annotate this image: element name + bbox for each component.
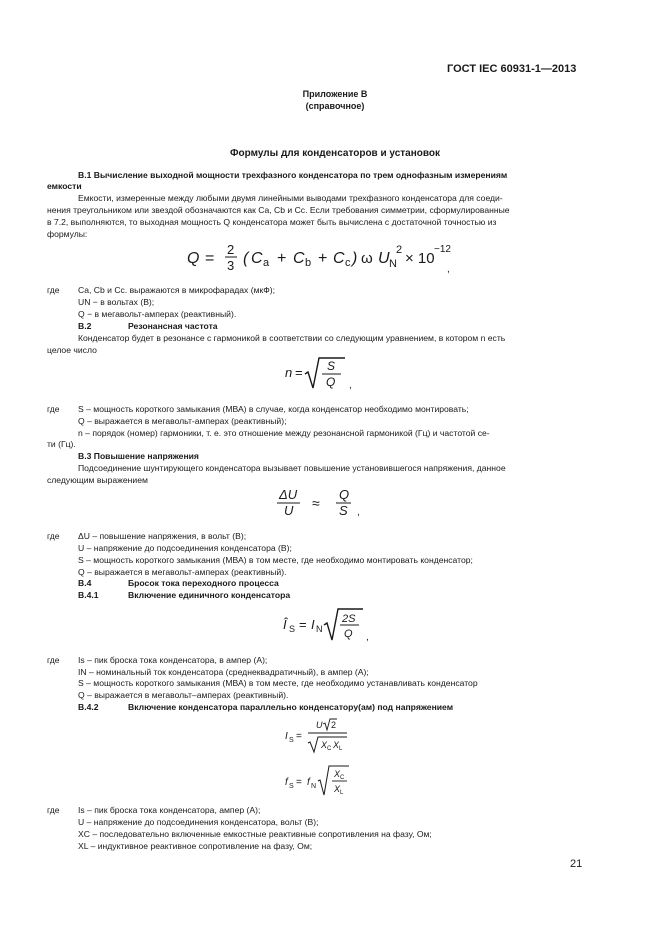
formula-symbol: S — [327, 359, 336, 373]
sqrt-sign — [305, 358, 345, 388]
formula-symbol: ≈ — [312, 495, 320, 511]
b42-number: В.4.2 — [78, 702, 99, 712]
b2-title: Резонансная частота — [128, 321, 218, 331]
b2-paragraph-line: целое число — [47, 345, 97, 355]
b1-definition: Сa, Сb и Сc. выражаются в микрофарадах (мкФ); — [78, 285, 276, 295]
formula-symbol: L — [340, 790, 344, 796]
formula-symbol: = — [299, 617, 307, 632]
b4-definition: IN – номинальный ток конденсатора (среднеквадратичный), в ампер (А); — [78, 667, 369, 677]
formula-symbol: X — [321, 740, 328, 750]
formula-symbol: , — [349, 380, 352, 391]
formula-symbol: Q — [326, 375, 336, 389]
formula-symbol: 2S — [342, 613, 356, 625]
formula-symbol: b — [305, 257, 312, 269]
formula-symbol: L — [339, 746, 343, 752]
b42-definition: XC – последовательно включенные емкостные реактивные сопротивления на фазу, Ом; — [78, 829, 432, 839]
formula-symbol: N — [316, 624, 323, 634]
b4-title: Бросок тока переходного процесса — [128, 578, 279, 588]
b3-paragraph-line: следующим выражением — [47, 475, 148, 485]
b3-heading: В.3 Повышение напряжения — [78, 451, 199, 461]
formula-symbol: S — [289, 783, 294, 790]
b1-paragraph-line: нения треугольником или звездой обозначаются как Сa, Сb и Сc. Если требования симметрии, сформулированные — [47, 205, 510, 215]
b3-paragraph-line: Подсоединение шунтирующего конденсатора вызывает повышение установившегося напряжения, данное — [78, 463, 506, 473]
formula-symbol: U — [284, 503, 294, 518]
standard-header: ГОСТ IEC 60931-1—2013 — [447, 63, 577, 75]
b4-definition: Q – выражается в мегавольт–амперах (реактивный). — [78, 690, 289, 700]
formula-symbol: n — [285, 365, 293, 380]
formula-symbol: , — [447, 264, 450, 275]
where-label: где — [47, 655, 60, 665]
formula-symbol: X — [334, 769, 341, 779]
b1-paragraph-line: в 7.2, выполняются, то выходная мощность Q конденсатора может быть вычислена с достаточной точностью из — [47, 217, 497, 227]
appendix-title: Приложение В — [302, 89, 368, 99]
b4-number: В.4 — [78, 578, 92, 588]
formula-symbol: C — [327, 746, 332, 752]
formula-symbol: 2 — [396, 244, 403, 256]
formula-symbol: + — [318, 250, 328, 267]
b42-title: Включение конденсатора параллельно конденсатору(ам) под напряжением — [128, 702, 454, 712]
formula-inrush-single — [281, 605, 381, 645]
formula-symbol: S — [289, 624, 296, 634]
b2-definition: S – мощность короткого замыкания (МВА) в случае, когда конденсатор необходимо монтировать; — [78, 404, 469, 414]
formula-resonance — [283, 355, 363, 395]
formula-symbol: = — [296, 731, 302, 742]
formula-symbol: × 10 — [405, 250, 435, 267]
b1-definition: Q − в мегавольт-амперах (реактивный). — [78, 309, 237, 319]
formula-symbol: a — [263, 257, 270, 269]
b3-definition: Q – выражается в мегавольт-амперах (реактивный). — [78, 567, 287, 577]
appendix-subtitle: (справочное) — [305, 101, 365, 111]
b42-definition: XL – индуктивное реактивное сопротивление на фазу, Ом; — [78, 841, 313, 851]
formula-symbol: 3 — [227, 258, 235, 273]
formula-symbol: X — [334, 784, 341, 794]
b2-definition: n – порядок (номер) гармоники, т. е. это отношение между резонансной гармоникой (Гц) и частотой се- — [78, 428, 490, 438]
formula-symbol: C — [333, 250, 345, 267]
formula-voltage-rise — [277, 484, 367, 524]
svg-text:(: ( — [243, 250, 249, 267]
formula-symbol: N — [311, 783, 317, 790]
formula-symbol: S — [339, 503, 348, 518]
b42-definition: Is – пик броска тока конденсатора, ампер (А); — [78, 805, 261, 815]
main-title: Формулы для конденсаторов и установок — [229, 148, 441, 159]
b1-definition: UN − в вольтах (В); — [78, 297, 155, 307]
formula-symbol: I — [311, 617, 315, 632]
formula-symbol: = — [205, 250, 215, 267]
formula-symbol: f — [285, 777, 288, 788]
b42-definition: U – напряжение до подсоединения конденсатора, вольт (В); — [78, 817, 319, 827]
formula-symbol: Q — [339, 487, 350, 502]
b2-definition: ти (Гц). — [47, 439, 76, 449]
where-label: где — [47, 805, 60, 815]
b3-definition: U – напряжение до подсоединения конденсатора (В); — [78, 543, 292, 553]
b1-paragraph-line: формулы: — [47, 229, 88, 239]
b3-definition: ΔU – повышение напряжения, в вольт (В); — [78, 531, 247, 541]
formula-symbol: U — [316, 720, 323, 730]
formula-symbol: f — [307, 777, 310, 788]
formula-inrush-frequency — [283, 763, 363, 803]
formula-symbol: + — [277, 250, 287, 267]
svg-text:): ) — [352, 250, 358, 267]
formula-symbol: 2 — [331, 720, 337, 730]
where-label: где — [47, 531, 60, 541]
formula-symbol: U — [378, 250, 390, 267]
where-label: где — [47, 285, 60, 295]
formula-symbol: = — [295, 365, 303, 380]
b2-definition: Q – выражается в мегавольт-амперах (реактивный); — [78, 416, 287, 426]
formula-symbol: 2 — [227, 242, 235, 257]
b4-definition: Is – пик броска тока конденсатора, в ампер (А); — [78, 655, 268, 665]
b2-paragraph-line: Конденсатор будет в резонансе с гармоникой в соответствии со следующим уравнением, в котором n есть — [78, 333, 506, 343]
b2-number: В.2 — [78, 321, 92, 331]
formula-symbol: C — [251, 250, 263, 267]
formula-symbol: ω — [361, 250, 373, 267]
formula-symbol: I — [285, 731, 288, 742]
formula-symbol: , — [366, 632, 369, 643]
page-number: 21 — [570, 858, 583, 870]
formula-symbol: N — [389, 258, 397, 270]
formula-symbol: Î — [283, 617, 287, 632]
formula-symbol: C — [293, 250, 305, 267]
formula-symbol: ΔU — [279, 487, 298, 502]
formula-symbol: , — [357, 507, 360, 518]
b41-number: В.4.1 — [78, 590, 99, 600]
b1-paragraph-line: Емкости, измеренные между любыми двумя линейными выводами трехфазного конденсатора для соеди- — [78, 193, 503, 203]
b3-definition: S – мощность короткого замыкания (МВА) в том месте, где необходимо монтировать конденсатор; — [78, 555, 473, 565]
formula-output-power — [185, 238, 455, 278]
formula-inrush-parallel — [283, 717, 363, 757]
b4-definition: S – мощность короткого замыкания (МВА) в том месте, где необходимо устанавливать конденсатор — [78, 678, 478, 688]
b1-heading: В.1 Вычисление выходной мощности трехфазного конденсатора по трем однофазным измерениям — [78, 170, 508, 180]
formula-symbol: C — [340, 775, 345, 781]
b1-heading-cont: емкости — [47, 181, 82, 191]
formula-symbol: Q — [187, 250, 200, 267]
formula-symbol: c — [345, 257, 351, 269]
formula-symbol: −12 — [434, 244, 451, 255]
where-label: где — [47, 404, 60, 414]
formula-symbol: X — [333, 740, 340, 750]
formula-symbol: = — [296, 777, 302, 788]
b41-title: Включение единичного конденсатора — [128, 590, 291, 600]
formula-symbol: Q — [344, 628, 353, 640]
formula-symbol: S — [289, 737, 294, 744]
